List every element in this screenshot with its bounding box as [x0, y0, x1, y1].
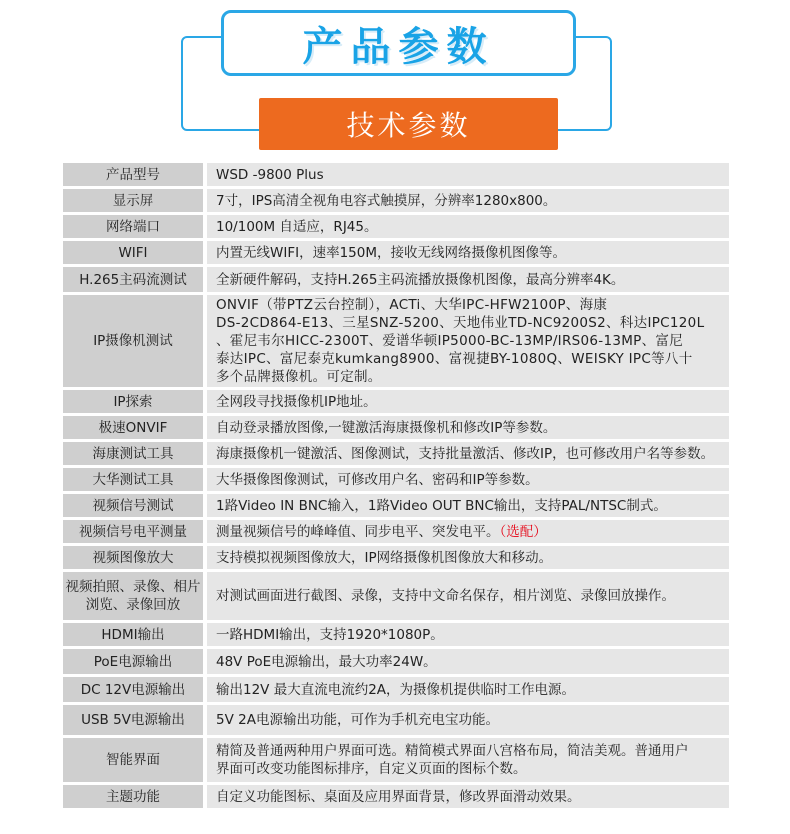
- table-row: [63, 705, 729, 735]
- table-row: [63, 785, 729, 808]
- table-row: [63, 442, 729, 465]
- table-row: [63, 649, 729, 674]
- subtitle-banner: [259, 98, 558, 150]
- spec-label: [63, 572, 203, 620]
- spec-label: 智能界面: [63, 738, 203, 782]
- spec-value-text: 测量视频信号的峰峰值、同步电平、突发电平。: [216, 523, 500, 540]
- spec-label: 大华测试工具: [63, 468, 203, 491]
- table-row: [63, 390, 729, 413]
- spec-value: 全网段寻找摄像机IP地址。: [207, 390, 729, 413]
- spec-value: 输出12V 最大直流电流约2A，为摄像机提供临时工作电源。: [207, 677, 729, 702]
- spec-label: HDMI输出: [63, 623, 203, 646]
- spec-value: 全新硬件解码，支持H.265主码流播放摄像机图像，最高分辨率4K。: [207, 267, 729, 292]
- spec-value: 一路HDMI输出，支持1920*1080P。: [207, 623, 729, 646]
- spec-value: 大华摄像图像测试，可修改用户名、密码和IP等参数。: [207, 468, 729, 491]
- spec-label: 产品型号: [63, 163, 203, 186]
- spec-value: 支持模拟视频图像放大，IP网络摄像机图像放大和移动。: [207, 546, 729, 569]
- optional-note: （选配）: [499, 523, 547, 540]
- spec-label: 主题功能: [63, 785, 203, 808]
- spec-value: 7寸，IPS高清全视角电容式触摸屏，分辨率1280x800。: [207, 189, 729, 212]
- table-row: [63, 468, 729, 491]
- table-row: [63, 572, 729, 620]
- table-row: [63, 267, 729, 292]
- spec-label-line: 视频拍照、录像、相片: [65, 579, 201, 595]
- table-row: [63, 295, 729, 387]
- spec-value: [207, 520, 729, 543]
- table-row: [63, 416, 729, 439]
- spec-label: H.265主码流测试: [63, 267, 203, 292]
- spec-value-line: ONVIF（带PTZ云台控制），ACTi、大华IPC-HFW2100P、海康: [216, 297, 608, 313]
- spec-label: DC 12V电源输出: [63, 677, 203, 702]
- spec-value-line: 多个品牌摄像机。可定制。: [216, 369, 382, 385]
- table-row: [63, 677, 729, 702]
- spec-label: PoE电源输出: [63, 649, 203, 674]
- spec-table: [63, 160, 729, 811]
- spec-value: 10/100M 自适应，RJ45。: [207, 215, 729, 238]
- table-row: [63, 738, 729, 782]
- table-row: [63, 215, 729, 238]
- spec-label: 视频信号测试: [63, 494, 203, 517]
- spec-value: [207, 738, 729, 782]
- spec-label: 极速ONVIF: [63, 416, 203, 439]
- spec-label: 海康测试工具: [63, 442, 203, 465]
- page-title: 产品参数: [302, 23, 495, 70]
- spec-value: 1路Video IN BNC输入，1路Video OUT BNC输出，支持PAL/NTSC制式。: [207, 494, 729, 517]
- table-row: [63, 623, 729, 646]
- spec-label-line: 浏览、录像回放: [85, 597, 181, 613]
- spec-value: 5V 2A电源输出功能，可作为手机充电宝功能。: [207, 705, 729, 735]
- spec-label: IP摄像机测试: [63, 295, 203, 387]
- spec-value: [207, 295, 729, 387]
- spec-label: 显示屏: [63, 189, 203, 212]
- spec-value-line: 、霍尼韦尔HICC-2300T、爱谱华顿IP5000-BC-13MP/IRS06-13MP、富尼: [216, 333, 684, 349]
- table-row: [63, 241, 729, 264]
- table-row: [63, 494, 729, 517]
- spec-value: 对测试画面进行截图、录像，支持中文命名保存，相片浏览、录像回放操作。: [207, 572, 729, 620]
- spec-label: WIFI: [63, 241, 203, 264]
- spec-value-line: 界面可改变功能图标排序，自定义页面的图标个数。: [216, 761, 527, 777]
- spec-value-line: DS-2CD864-E13、三星SNZ-5200、天地伟业TD-NC9200S2、科达IPC120L: [216, 315, 705, 331]
- page-subtitle: 技术参数: [346, 109, 471, 142]
- spec-label: 视频图像放大: [63, 546, 203, 569]
- table-row: [63, 520, 729, 543]
- spec-value-line: 泰达IPC、富尼泰克kumkang8900、富视捷BY-1080Q、WEISKY IPC等八十: [216, 351, 693, 367]
- spec-label: 视频信号电平测量: [63, 520, 203, 543]
- spec-value: 海康摄像机一键激活、图像测试，支持批量激活、修改IP，也可修改用户名等参数。: [207, 442, 729, 465]
- spec-value: 自定义功能图标、桌面及应用界面背景，修改界面滑动效果。: [207, 785, 729, 808]
- table-row: [63, 189, 729, 212]
- spec-label: USB 5V电源输出: [63, 705, 203, 735]
- spec-value-line: 精简及普通两种用户界面可选。精简模式界面八宫格布局，简洁美观。普通用户: [216, 743, 689, 759]
- spec-value: 自动登录播放图像,一键激活海康摄像机和修改IP等参数。: [207, 416, 729, 439]
- spec-value: WSD -9800 Plus: [207, 163, 729, 186]
- table-row: [63, 546, 729, 569]
- spec-value: 内置无线WIFI，速率150M，接收无线网络摄像机图像等。: [207, 241, 729, 264]
- spec-label: IP探索: [63, 390, 203, 413]
- title-box: [221, 10, 576, 76]
- table-row: [63, 163, 729, 186]
- spec-label: 网络端口: [63, 215, 203, 238]
- spec-value: 48V PoE电源输出，最大功率24W。: [207, 649, 729, 674]
